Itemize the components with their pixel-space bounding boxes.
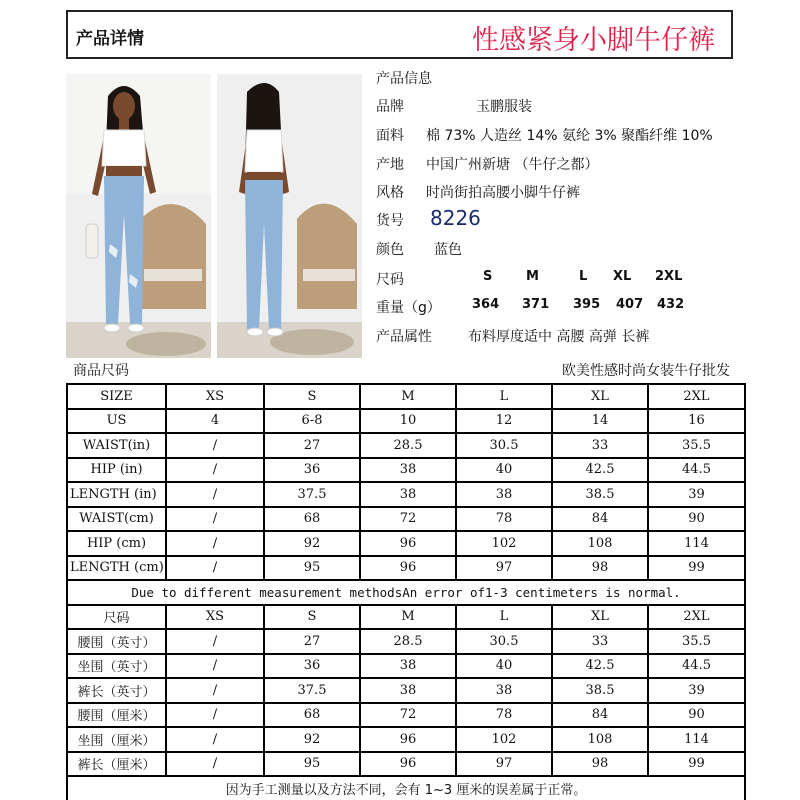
row-label-cell: 坐围（厘米） (67, 727, 166, 752)
size-value-cell: M (360, 384, 456, 409)
size-value-cell: M (360, 605, 456, 630)
size-table-caption: 商品尺码 (73, 363, 129, 379)
size-value-cell: 37.5 (264, 482, 360, 507)
row-label-cell: LENGTH (in) (67, 482, 166, 507)
row-label-cell: LENGTH (cm) (67, 556, 166, 581)
size-value-cell: 96 (360, 556, 456, 581)
table-header-row-cn (67, 605, 745, 630)
size-value-cell: 95 (264, 752, 360, 777)
info-value: 布料厚度适中 高腰 高弹 长裤 (468, 329, 650, 345)
table-row (67, 531, 745, 556)
size-value-cell: 27 (264, 629, 360, 654)
size-value-cell: 99 (648, 556, 745, 581)
size-value-cell: 92 (264, 727, 360, 752)
size-value: L (579, 269, 588, 284)
row-label-cell: HIP (cm) (67, 531, 166, 556)
size-value-cell: 90 (648, 507, 745, 532)
size-value-cell: 27 (264, 433, 360, 458)
size-value-cell: S (264, 605, 360, 630)
size-value-cell: 72 (360, 703, 456, 728)
size-value-cell: 84 (552, 703, 648, 728)
table-header-row (67, 384, 745, 409)
size-value-cell: 78 (456, 703, 552, 728)
size-value-cell: 16 (648, 409, 745, 434)
page-header (66, 10, 733, 59)
size-value-cell: 38 (360, 678, 456, 703)
size-value-cell: 40 (456, 654, 552, 679)
info-value: 棉 73% 人造丝 14% 氨纶 3% 聚酯纤维 10% (426, 128, 713, 144)
row-label-cell: WAIST(in) (67, 433, 166, 458)
table-row (67, 556, 745, 581)
info-label: 面料 (376, 128, 404, 144)
size-value-cell: 39 (648, 678, 745, 703)
measurement-note-cn (67, 776, 745, 800)
size-value-cell: 68 (264, 703, 360, 728)
info-label: 重量（g） (376, 300, 441, 316)
size-value-cell: 98 (552, 556, 648, 581)
table-row-cn (67, 752, 745, 777)
size-value-cell: 35.5 (648, 629, 745, 654)
info-label: 风格 (376, 185, 404, 201)
size-value-cell: 96 (360, 752, 456, 777)
table-row (67, 409, 745, 434)
size-value-cell: 95 (264, 556, 360, 581)
size-value-cell: XL (552, 605, 648, 630)
measurement-note-cn-text: 因为手工测量以及方法不同，会有 1~3 厘米的误差属于正常。 (67, 776, 745, 800)
size-value-cell: 38 (360, 482, 456, 507)
table-row (67, 458, 745, 483)
size-value-cell: XL (552, 384, 648, 409)
size-value-cell: 36 (264, 458, 360, 483)
size-value: M (526, 269, 539, 284)
size-chart-table (66, 383, 746, 800)
info-label: 品牌 (376, 99, 404, 115)
size-value-cell: 68 (264, 507, 360, 532)
measurement-note-en (67, 580, 745, 605)
table-row (67, 507, 745, 532)
size-value-cell: L (456, 605, 552, 630)
size-value-cell: / (166, 629, 264, 654)
size-value-cell: 114 (648, 727, 745, 752)
table-row (67, 433, 745, 458)
size-value-cell: 99 (648, 752, 745, 777)
size-value-cell: XS (166, 384, 264, 409)
size-value-cell: / (166, 752, 264, 777)
size-value-cell: 72 (360, 507, 456, 532)
info-label: 颜色 (376, 242, 404, 258)
info-row-sizes (376, 269, 776, 291)
size-value-cell: 38 (456, 678, 552, 703)
info-label: 货号 (376, 213, 404, 229)
size-value-cell: 2XL (648, 605, 745, 630)
size-value-cell: 36 (264, 654, 360, 679)
size-value-cell: 108 (552, 531, 648, 556)
size-value-cell: 30.5 (456, 433, 552, 458)
info-value: 中国广州新塘 （牛仔之都） (426, 157, 599, 173)
size-value-cell: 4 (166, 409, 264, 434)
size-value-cell: 42.5 (552, 458, 648, 483)
size-value-cell: 38 (456, 482, 552, 507)
size-value-cell: 102 (456, 531, 552, 556)
item-number: 8226 (430, 206, 481, 230)
row-label-cell: SIZE (67, 384, 166, 409)
row-label-cell: 裤长（厘米） (67, 752, 166, 777)
product-photos (66, 74, 362, 358)
size-value-cell: 97 (456, 752, 552, 777)
info-value: 时尚街拍高腰小脚牛仔裤 (426, 185, 580, 201)
size-value-cell: 97 (456, 556, 552, 581)
size-value-cell: / (166, 482, 264, 507)
size-value-cell: 42.5 (552, 654, 648, 679)
size-value-cell: / (166, 727, 264, 752)
size-value-cell: / (166, 678, 264, 703)
size-value-cell: 28.5 (360, 629, 456, 654)
table-row-cn (67, 703, 745, 728)
row-label-cell: WAIST(cm) (67, 507, 166, 532)
size-value-cell: 2XL (648, 384, 745, 409)
table-row-cn (67, 629, 745, 654)
row-label-cell: 腰围（英寸） (67, 629, 166, 654)
size-value-cell: 114 (648, 531, 745, 556)
size-value-cell: 37.5 (264, 678, 360, 703)
size-value: XL (613, 269, 632, 284)
size-value-cell: 12 (456, 409, 552, 434)
size-value-cell: 98 (552, 752, 648, 777)
table-row (67, 482, 745, 507)
size-value-cell: 84 (552, 507, 648, 532)
wholesale-caption: 欧美性感时尚女装牛仔批发 (562, 363, 730, 379)
size-value-cell: 38.5 (552, 482, 648, 507)
info-title: 产品信息 (376, 71, 432, 87)
table-row-cn (67, 654, 745, 679)
size-value-cell: 40 (456, 458, 552, 483)
size-value-cell: 38.5 (552, 678, 648, 703)
size-value-cell: 30.5 (456, 629, 552, 654)
info-label: 产品属性 (376, 329, 432, 345)
size-value-cell: XS (166, 605, 264, 630)
info-row-weights (376, 297, 776, 319)
size-value-cell: 108 (552, 727, 648, 752)
info-label: 尺码 (376, 272, 404, 288)
size-value-cell: 90 (648, 703, 745, 728)
size-value-cell: 6-8 (264, 409, 360, 434)
header-left-title: 产品详情 (76, 29, 144, 49)
weight-value: 432 (657, 297, 685, 312)
size-value-cell: 39 (648, 482, 745, 507)
size-value-cell: 14 (552, 409, 648, 434)
size-value-cell: / (166, 556, 264, 581)
row-label-cell: 腰围（厘米） (67, 703, 166, 728)
size-value-cell: 33 (552, 433, 648, 458)
size-value-cell: 96 (360, 531, 456, 556)
size-value-cell: 78 (456, 507, 552, 532)
model-front-photo (66, 74, 211, 358)
size-value-cell: 38 (360, 654, 456, 679)
size-value-cell: 92 (264, 531, 360, 556)
size-value-cell: S (264, 384, 360, 409)
size-value-cell: / (166, 433, 264, 458)
row-label-cell: 尺码 (67, 605, 166, 630)
weight-value: 395 (573, 297, 601, 312)
info-label: 产地 (376, 157, 404, 173)
weight-value: 407 (616, 297, 644, 312)
table-row-cn (67, 678, 745, 703)
size-value-cell: / (166, 458, 264, 483)
size-value-cell: 96 (360, 727, 456, 752)
size-value-cell: 35.5 (648, 433, 745, 458)
row-label-cell: US (67, 409, 166, 434)
size-value-cell: / (166, 507, 264, 532)
table-row-cn (67, 727, 745, 752)
row-label-cell: HIP (in) (67, 458, 166, 483)
size-value-cell: 33 (552, 629, 648, 654)
weight-value: 371 (522, 297, 550, 312)
size-value-cell: 44.5 (648, 654, 745, 679)
size-value-cell: / (166, 703, 264, 728)
model-back-photo (217, 74, 362, 358)
size-value: S (483, 269, 493, 284)
measurement-note-en-text: Due to different measurement methodsAn error of1-3 centimeters is normal. (67, 580, 745, 605)
info-value: 玉鹏服装 (476, 99, 532, 115)
size-value-cell: 10 (360, 409, 456, 434)
size-value-cell: / (166, 654, 264, 679)
header-product-name: 性感紧身小脚牛仔裤 (472, 25, 715, 56)
size-value-cell: / (166, 531, 264, 556)
row-label-cell: 坐围（英寸） (67, 654, 166, 679)
weight-value: 364 (472, 297, 500, 312)
size-value-cell: 102 (456, 727, 552, 752)
size-value-cell: 28.5 (360, 433, 456, 458)
size-value-cell: L (456, 384, 552, 409)
size-value: 2XL (655, 269, 683, 284)
size-value-cell: 38 (360, 458, 456, 483)
info-value: 蓝色 (434, 242, 462, 258)
size-value-cell: 44.5 (648, 458, 745, 483)
row-label-cell: 裤长（英寸） (67, 678, 166, 703)
